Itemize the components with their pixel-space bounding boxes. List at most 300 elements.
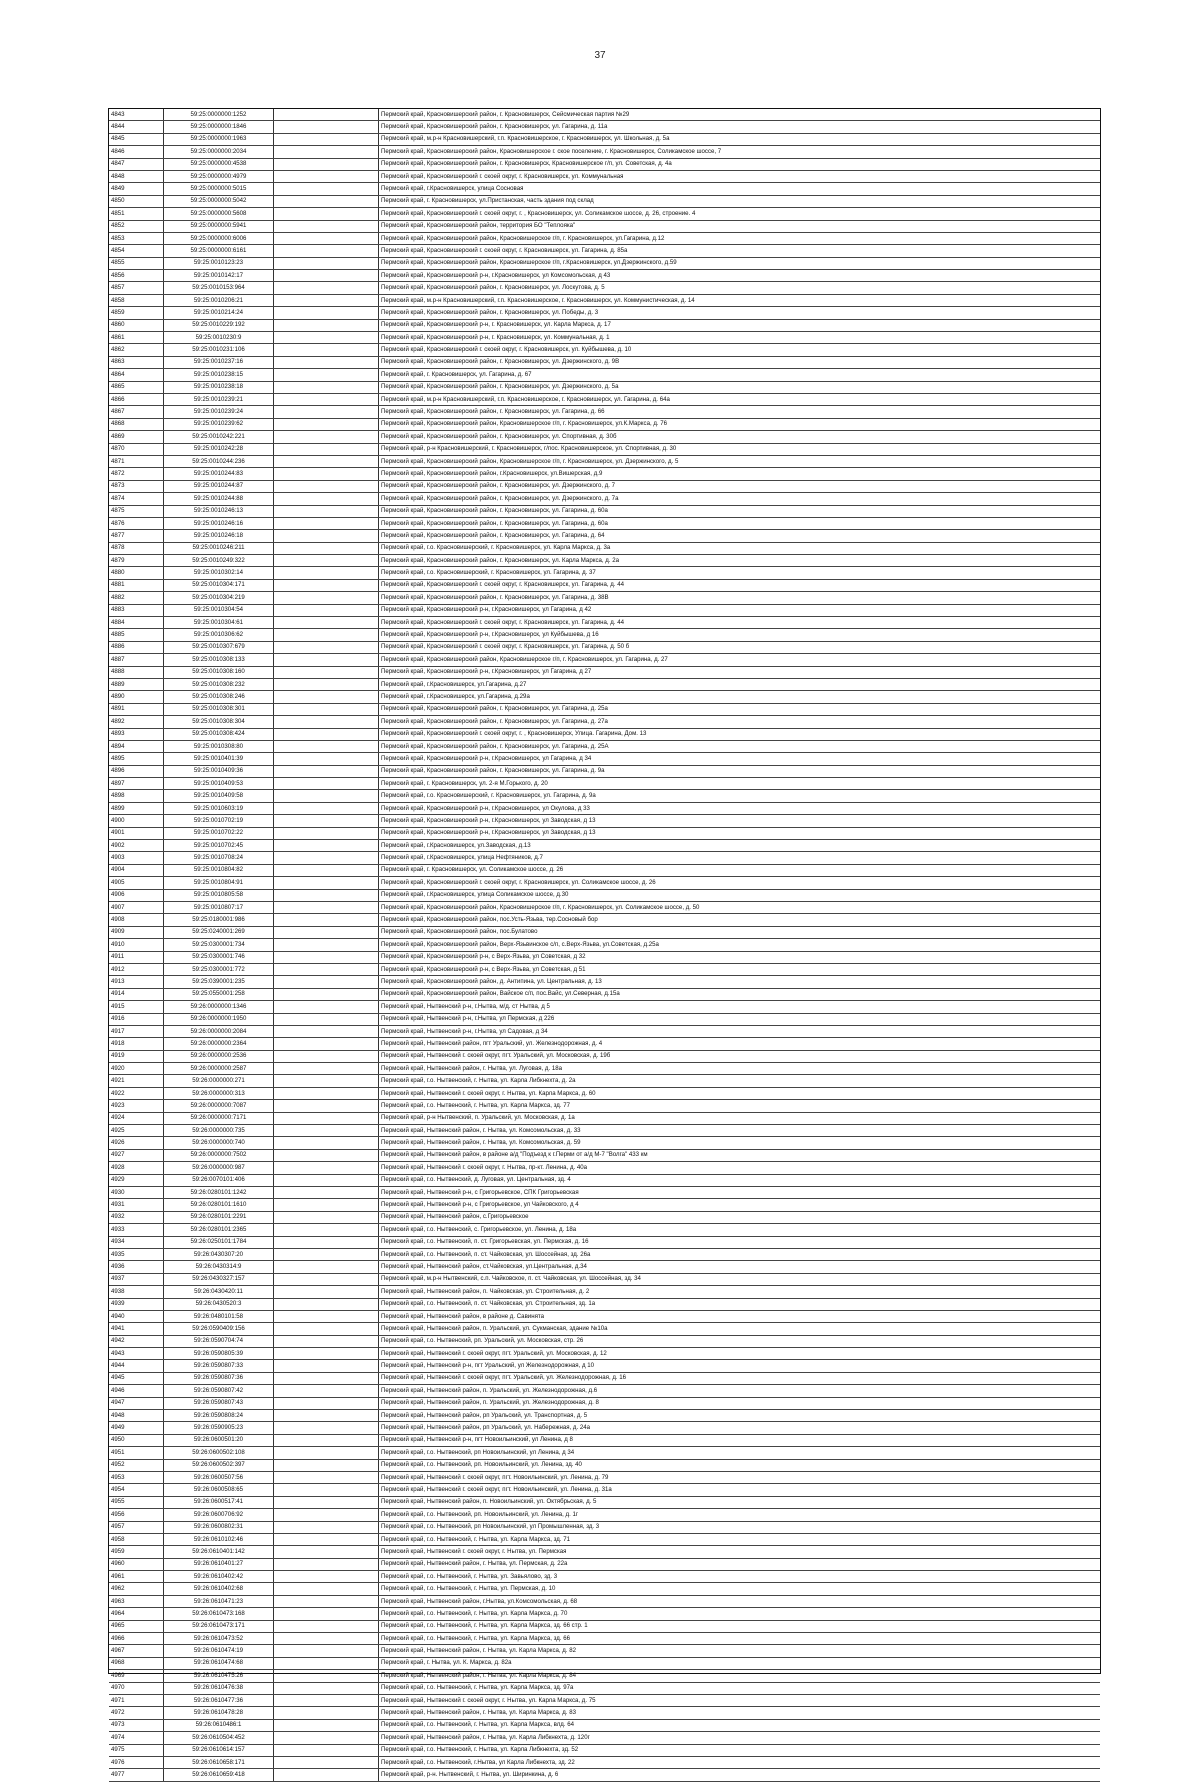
row-number-cell: 4920 xyxy=(109,1063,164,1075)
row-number-cell: 4880 xyxy=(109,567,164,579)
row-number-cell: 4854 xyxy=(109,245,164,257)
empty-cell xyxy=(274,245,379,257)
row-number-cell: 4858 xyxy=(109,294,164,306)
address-cell: Пермский край, г.о. Нытвенский, рп. Новоильинский, ул. Ленина, зд. 40 xyxy=(379,1459,1101,1471)
empty-cell xyxy=(274,121,379,133)
empty-cell xyxy=(274,1063,379,1075)
empty-cell xyxy=(274,1075,379,1087)
empty-cell xyxy=(274,1695,379,1707)
empty-cell xyxy=(274,1038,379,1050)
empty-cell xyxy=(274,406,379,418)
empty-cell xyxy=(274,678,379,690)
row-number-cell: 4901 xyxy=(109,827,164,839)
table-row xyxy=(109,840,1100,852)
cadastral-number-cell: 59:26:0000000:7171 xyxy=(164,1112,274,1124)
empty-cell xyxy=(274,183,379,195)
empty-cell xyxy=(274,1025,379,1037)
empty-cell xyxy=(274,418,379,430)
cadastral-number-cell: 59:26:0280101:2365 xyxy=(164,1224,274,1236)
cadastral-number-cell: 59:26:0000000:2364 xyxy=(164,1038,274,1050)
row-number-cell: 4867 xyxy=(109,406,164,418)
address-cell: Пермский край, Нытвенский район, пгт Уральский, ул. Железнодорожная, д. 4 xyxy=(379,1038,1101,1050)
empty-cell xyxy=(274,158,379,170)
empty-cell xyxy=(274,1125,379,1137)
empty-cell xyxy=(274,282,379,294)
row-number-cell: 4963 xyxy=(109,1595,164,1607)
row-number-cell: 4896 xyxy=(109,765,164,777)
cadastral-number-cell: 59:26:0590808:24 xyxy=(164,1410,274,1422)
address-cell: Пермский край, Красновишерский г. скоей округ, г. Красновишерск, ул. Соликамское шоссе, д. 26 xyxy=(379,877,1101,889)
row-number-cell: 4969 xyxy=(109,1670,164,1682)
row-number-cell: 4884 xyxy=(109,617,164,629)
address-cell: Пермский край, г. Красновишерск, ул. 2-я М.Горького, д. 20 xyxy=(379,778,1101,790)
address-cell: Пермский край, Нытвенский р-н, с Григорьевское, СПК Григорьевская xyxy=(379,1186,1101,1198)
row-number-cell: 4902 xyxy=(109,840,164,852)
address-cell: Пермский край, Красновишерский район, г. Красновишерск, ул. Гагарина, д. 25А xyxy=(379,740,1101,752)
address-cell: Пермский край, г.о. Нытвенский, п. ст. Чайковская, ул. Шоссейная, зд. 26а xyxy=(379,1248,1101,1260)
row-number-cell: 4938 xyxy=(109,1286,164,1298)
empty-cell xyxy=(274,369,379,381)
cadastral-number-cell: 59:26:0610475:26 xyxy=(164,1670,274,1682)
row-number-cell: 4913 xyxy=(109,976,164,988)
address-cell: Пермский край, г. Красновишерск, ул. Гагарина, д. 67 xyxy=(379,369,1101,381)
table-row xyxy=(109,208,1100,220)
row-number-cell: 4961 xyxy=(109,1571,164,1583)
row-number-cell: 4898 xyxy=(109,790,164,802)
cadastral-number-cell: 59:26:0610476:38 xyxy=(164,1682,274,1694)
row-number-cell: 4957 xyxy=(109,1521,164,1533)
address-cell: Пермский край, Нытвенский район, п. Новоильинский, ул. Октябрьская, д. 5 xyxy=(379,1496,1101,1508)
row-number-cell: 4940 xyxy=(109,1310,164,1322)
table-row xyxy=(109,109,1100,121)
empty-cell xyxy=(274,1385,379,1397)
address-cell: Пермский край, Красновишерский район, Красновишерское г. ское поселение, г. Красновишерск, Соликамское шоссе, 7 xyxy=(379,146,1101,158)
empty-cell xyxy=(274,654,379,666)
cadastral-number-cell: 59:26:0000000:740 xyxy=(164,1137,274,1149)
table-row xyxy=(109,1422,1100,1434)
row-number-cell: 4965 xyxy=(109,1620,164,1632)
empty-cell xyxy=(274,567,379,579)
cadastral-number-cell: 59:26:0610401:142 xyxy=(164,1546,274,1558)
cadastral-number-cell: 59:25:0010229:192 xyxy=(164,319,274,331)
cadastral-number-cell: 59:26:0000000:1950 xyxy=(164,1013,274,1025)
cadastral-number-cell: 59:25:0010308:133 xyxy=(164,654,274,666)
address-cell: Пермский край, м.р-н Красновишерский, г.п. Красновишерское, г. Красновишерск, ул. Школьная, д. 5а xyxy=(379,133,1101,145)
empty-cell xyxy=(274,555,379,567)
cadastral-number-cell: 59:25:0010702:19 xyxy=(164,815,274,827)
row-number-cell: 4890 xyxy=(109,691,164,703)
empty-cell xyxy=(274,815,379,827)
row-number-cell: 4933 xyxy=(109,1224,164,1236)
cadastral-number-cell: 59:25:0010246:18 xyxy=(164,530,274,542)
cadastral-number-cell: 59:25:0010307:679 xyxy=(164,641,274,653)
cadastral-number-cell: 59:26:0610473:171 xyxy=(164,1620,274,1632)
table-row xyxy=(109,517,1100,529)
empty-cell xyxy=(274,1410,379,1422)
table-row xyxy=(109,257,1100,269)
address-cell: Пермский край, Красновишерский район, Верх-Язьвинское с/п, с.Верх-Язьва, ул.Советская, д.25а xyxy=(379,939,1101,951)
cadastral-number-cell: 59:26:0000000:1346 xyxy=(164,1001,274,1013)
empty-cell xyxy=(274,1533,379,1545)
row-number-cell: 4861 xyxy=(109,332,164,344)
page-number: 37 xyxy=(594,50,606,61)
cadastral-number-cell: 59:25:0000000:6161 xyxy=(164,245,274,257)
address-cell: Пермский край, Нытвенский г. скоей округ, пгт. Уральский, ул. Московская, д. 19б xyxy=(379,1050,1101,1062)
address-cell: Пермский край, Красновишерский г. скоей округ, г. Красновишерск, ул. Куйбышева, д. 10 xyxy=(379,344,1101,356)
row-number-cell: 4851 xyxy=(109,208,164,220)
row-number-cell: 4847 xyxy=(109,158,164,170)
address-cell: Пермский край, Красновишерский район, Красновишерское г/п, г.Красновишерск, ул.Дзержинского, д.59 xyxy=(379,257,1101,269)
empty-cell xyxy=(274,740,379,752)
table-row xyxy=(109,1211,1100,1223)
address-cell: Пермский край, г.о. Красновишерский, г. Красновишерск, ул. Карла Маркса, д. 3а xyxy=(379,542,1101,554)
empty-cell xyxy=(274,1595,379,1607)
empty-cell xyxy=(274,344,379,356)
address-cell: Пермский край, Красновишерский район, г. Красновишерск, Красновишерское г/п, ул. Советская, д. 4а xyxy=(379,158,1101,170)
table-row xyxy=(109,121,1100,133)
table-row xyxy=(109,319,1100,331)
address-cell: Пермский край, г.о. Нытвенский, г. Нытва, ул. Карла Маркса, зд. 71 xyxy=(379,1533,1101,1545)
address-cell: Пермский край, г.о. Нытвенский, г. Нытва, ул. Карла Маркса, зд. 77 xyxy=(379,1100,1101,1112)
row-number-cell: 4877 xyxy=(109,530,164,542)
table-row xyxy=(109,294,1100,306)
cadastral-number-cell: 59:26:0590805:39 xyxy=(164,1348,274,1360)
empty-cell xyxy=(274,220,379,232)
address-cell: Пермский край, Нытвенский г. скоей округ, г. Нытва, ул. Карла Маркса, д. 60 xyxy=(379,1087,1101,1099)
table-row xyxy=(109,1298,1100,1310)
row-number-cell: 4894 xyxy=(109,740,164,752)
address-cell: Пермский край, Нытвенский район, г. Нытва, ул. Карла Маркса, д. 84 xyxy=(379,1670,1101,1682)
address-cell: Пермский край, Нытвенский район, рп Уральский, ул. Набережная, д. 24а xyxy=(379,1422,1101,1434)
cadastral-number-cell: 59:26:0000000:987 xyxy=(164,1162,274,1174)
row-number-cell: 4859 xyxy=(109,307,164,319)
address-cell: Пермский край, Красновишерский г. скоей округ, г. Красновишерск, ул. Гагарина, д. 50 б xyxy=(379,641,1101,653)
cadastral-number-cell: 59:25:0240001:269 xyxy=(164,926,274,938)
table-row xyxy=(109,1521,1100,1533)
cadastral-number-cell: 59:25:0000000:4979 xyxy=(164,170,274,182)
cadastral-number-cell: 59:25:0010409:53 xyxy=(164,778,274,790)
empty-cell xyxy=(274,1162,379,1174)
table-row xyxy=(109,963,1100,975)
cadastral-number-cell: 59:25:0010238:15 xyxy=(164,369,274,381)
row-number-cell: 4887 xyxy=(109,654,164,666)
empty-cell xyxy=(274,1335,379,1347)
cadastral-number-cell: 59:25:0010409:58 xyxy=(164,790,274,802)
address-cell: Пермский край, Красновишерский район, г. Красновишерск, ул. Гагарина, д. 9а xyxy=(379,765,1101,777)
table-row xyxy=(109,1682,1100,1694)
row-number-cell: 4937 xyxy=(109,1273,164,1285)
cadastral-number-cell: 59:25:0010239:62 xyxy=(164,418,274,430)
table-row xyxy=(109,493,1100,505)
address-cell: Пермский край, Красновишерский р-н, г.Красновишерск, ул Гагарина, д 42 xyxy=(379,604,1101,616)
cadastral-number-cell: 59:25:0010708:24 xyxy=(164,852,274,864)
address-cell: Пермский край, Красновишерский район, г. Красновишерск, ул. Гагарина, д. 25а xyxy=(379,703,1101,715)
table-row xyxy=(109,1756,1100,1768)
table-row xyxy=(109,753,1100,765)
address-cell: Пермский край, Нытвенский район, г. Нытва, ул. Комсомольская, д. 33 xyxy=(379,1125,1101,1137)
row-number-cell: 4863 xyxy=(109,356,164,368)
cadastral-number-cell: 59:25:0010409:36 xyxy=(164,765,274,777)
row-number-cell: 4932 xyxy=(109,1211,164,1223)
address-cell: Пермский край, Красновишерский район, Красновишерское г/п, г. Красновишерск, ул. Гагарина, д. 27 xyxy=(379,654,1101,666)
row-number-cell: 4844 xyxy=(109,121,164,133)
empty-cell xyxy=(274,493,379,505)
address-cell: Пермский край, Красновишерский р-н, г.Красновишерск, ул Заводская, д 13 xyxy=(379,827,1101,839)
table-row xyxy=(109,1410,1100,1422)
address-cell: Пермский край, Красновишерский р-н, г.Красновишерск, ул Комсомольская, д 43 xyxy=(379,270,1101,282)
table-row xyxy=(109,654,1100,666)
row-number-cell: 4875 xyxy=(109,505,164,517)
empty-cell xyxy=(274,1484,379,1496)
empty-cell xyxy=(274,1546,379,1558)
address-cell: Пермский край, Нытвенский район, г.Нытва, ул.Комсомольская, д. 68 xyxy=(379,1595,1101,1607)
empty-cell xyxy=(274,393,379,405)
table-row xyxy=(109,381,1100,393)
address-cell: Пермский край, Красновишерский р-н, г. Красновишерск, ул. Карла Маркса, д. 17 xyxy=(379,319,1101,331)
row-number-cell: 4973 xyxy=(109,1719,164,1731)
row-number-cell: 4868 xyxy=(109,418,164,430)
cadastral-number-cell: 59:26:0070101:406 xyxy=(164,1174,274,1186)
table-row xyxy=(109,790,1100,802)
cadastral-number-cell: 59:26:0590807:33 xyxy=(164,1360,274,1372)
empty-cell xyxy=(274,443,379,455)
empty-cell xyxy=(274,963,379,975)
empty-cell xyxy=(274,778,379,790)
table-row xyxy=(109,1769,1100,1781)
row-number-cell: 4883 xyxy=(109,604,164,616)
address-cell: Пермский край, Красновишерский р-н, г. Красновишерск, ул. Коммунальная, д. 1 xyxy=(379,332,1101,344)
table-row xyxy=(109,1385,1100,1397)
row-number-cell: 4976 xyxy=(109,1756,164,1768)
cadastral-number-cell: 59:26:0280101:1242 xyxy=(164,1186,274,1198)
row-number-cell: 4953 xyxy=(109,1471,164,1483)
table-row xyxy=(109,1496,1100,1508)
empty-cell xyxy=(274,1608,379,1620)
table-row xyxy=(109,356,1100,368)
cadastral-number-cell: 59:26:0590807:43 xyxy=(164,1397,274,1409)
cadastral-number-cell: 59:25:0000000:1963 xyxy=(164,133,274,145)
row-number-cell: 4905 xyxy=(109,877,164,889)
row-number-cell: 4917 xyxy=(109,1025,164,1037)
empty-cell xyxy=(274,517,379,529)
address-cell: Пермский край, г.о. Нытвенский, г.Нытва, ул Карла Либкнехта, зд. 22 xyxy=(379,1756,1101,1768)
row-number-cell: 4955 xyxy=(109,1496,164,1508)
table-row xyxy=(109,406,1100,418)
table-row xyxy=(109,567,1100,579)
address-cell: Пермский край, Красновишерский г. скоей округ, г. Красновишерск, ул. Коммунальная xyxy=(379,170,1101,182)
empty-cell xyxy=(274,939,379,951)
table-row xyxy=(109,1583,1100,1595)
cadastral-number-cell: 59:25:0010246:16 xyxy=(164,517,274,529)
row-number-cell: 4878 xyxy=(109,542,164,554)
table-row xyxy=(109,1248,1100,1260)
row-number-cell: 4951 xyxy=(109,1447,164,1459)
empty-cell xyxy=(274,877,379,889)
row-number-cell: 4912 xyxy=(109,963,164,975)
row-number-cell: 4948 xyxy=(109,1410,164,1422)
table-row xyxy=(109,133,1100,145)
table-row xyxy=(109,1348,1100,1360)
empty-cell xyxy=(274,802,379,814)
address-cell: Пермский край, г.о. Нытвенский, г. Нытва, ул. Карла Маркса, зд. 97а xyxy=(379,1682,1101,1694)
empty-cell xyxy=(274,691,379,703)
row-number-cell: 4874 xyxy=(109,493,164,505)
row-number-cell: 4910 xyxy=(109,939,164,951)
row-number-cell: 4922 xyxy=(109,1087,164,1099)
address-cell: Пермский край, Нытвенский р-н, г.Нытва, м/д. ст Нытва, д 5 xyxy=(379,1001,1101,1013)
address-cell: Пермский край, Красновишерский район, пос.Булатово xyxy=(379,926,1101,938)
cadastral-number-cell: 59:26:0590807:42 xyxy=(164,1385,274,1397)
cadastral-number-cell: 59:25:0010237:16 xyxy=(164,356,274,368)
table-row xyxy=(109,195,1100,207)
address-cell: Пермский край, г.Красновишерск, ул.Гагарина, д.29а xyxy=(379,691,1101,703)
empty-cell xyxy=(274,1670,379,1682)
table-row xyxy=(109,232,1100,244)
cadastral-number-cell: 59:26:0610474:19 xyxy=(164,1645,274,1657)
empty-cell xyxy=(274,109,379,121)
cadastral-number-cell: 59:26:0610504:452 xyxy=(164,1732,274,1744)
cadastral-number-cell: 59:25:0000000:1846 xyxy=(164,121,274,133)
table-row xyxy=(109,678,1100,690)
cadastral-number-cell: 59:25:0000000:5941 xyxy=(164,220,274,232)
table-row xyxy=(109,604,1100,616)
address-cell: Пермский край, Нытвенский р-н, г.Нытва, ул Садовая, д 34 xyxy=(379,1025,1101,1037)
address-cell: Пермский край, Нытвенский район, п. Уральский, ул. Железнодорожная, д.6 xyxy=(379,1385,1101,1397)
row-number-cell: 4950 xyxy=(109,1434,164,1446)
empty-cell xyxy=(274,1769,379,1781)
empty-cell xyxy=(274,381,379,393)
row-number-cell: 4911 xyxy=(109,951,164,963)
empty-cell xyxy=(274,1509,379,1521)
cadastral-number-cell: 59:26:0610473:52 xyxy=(164,1633,274,1645)
empty-cell xyxy=(274,133,379,145)
cadastral-number-cell: 59:26:0610402:68 xyxy=(164,1583,274,1595)
cadastral-number-cell: 59:25:0010239:21 xyxy=(164,393,274,405)
cadastral-number-cell: 59:26:0600502:397 xyxy=(164,1459,274,1471)
table-row xyxy=(109,1509,1100,1521)
cadastral-number-cell: 59:25:0010304:219 xyxy=(164,592,274,604)
row-number-cell: 4895 xyxy=(109,753,164,765)
address-cell: Пермский край, г.о. Нытвенский, рп Новоильинский, ул Ленина, д 34 xyxy=(379,1447,1101,1459)
empty-cell xyxy=(274,1013,379,1025)
table-row xyxy=(109,691,1100,703)
address-cell: Пермский край, Красновишерский р-н, г.Красновишерск, ул Заводская, д 13 xyxy=(379,815,1101,827)
row-number-cell: 4926 xyxy=(109,1137,164,1149)
cadastral-number-cell: 59:26:0600517:41 xyxy=(164,1496,274,1508)
cadastral-number-cell: 59:26:0590905:23 xyxy=(164,1422,274,1434)
table-row xyxy=(109,1186,1100,1198)
cadastral-number-cell: 59:26:0000000:2084 xyxy=(164,1025,274,1037)
row-number-cell: 4956 xyxy=(109,1509,164,1521)
empty-cell xyxy=(274,1682,379,1694)
row-number-cell: 4888 xyxy=(109,666,164,678)
table-row xyxy=(109,1125,1100,1137)
empty-cell xyxy=(274,1422,379,1434)
table-row xyxy=(109,864,1100,876)
address-cell: Пермский край, Красновишерский район, г. Красновишерск, ул. Лоскутова, д. 5 xyxy=(379,282,1101,294)
table-row xyxy=(109,1397,1100,1409)
cadastral-number-cell: 59:25:0010123:23 xyxy=(164,257,274,269)
empty-cell xyxy=(274,146,379,158)
table-row xyxy=(109,245,1100,257)
cadastral-number-cell: 59:26:0610471:23 xyxy=(164,1595,274,1607)
row-number-cell: 4906 xyxy=(109,889,164,901)
empty-cell xyxy=(274,852,379,864)
address-cell: Пермский край, г.о. Нытвенский, д. Луговая, ул. Центральная, зд. 4 xyxy=(379,1174,1101,1186)
row-number-cell: 4941 xyxy=(109,1323,164,1335)
address-cell: Пермский край, Нытвенский район, ст.Чайковская, ул.Центральная, д.34 xyxy=(379,1261,1101,1273)
empty-cell xyxy=(274,716,379,728)
address-cell: Пермский край, Красновишерский район, г. Красновишерск, ул. Гагарина, д. 64 xyxy=(379,530,1101,542)
address-cell: Пермский край, Нытвенский район, г. Нытва, ул. Карла Маркса, д. 83 xyxy=(379,1707,1101,1719)
cadastral-number-cell: 59:25:0010807:17 xyxy=(164,902,274,914)
table-row xyxy=(109,852,1100,864)
empty-cell xyxy=(274,926,379,938)
empty-cell xyxy=(274,1707,379,1719)
row-number-cell: 4881 xyxy=(109,579,164,591)
registry-table xyxy=(109,109,1100,1782)
registry-sheet xyxy=(108,108,1101,1778)
empty-cell xyxy=(274,1087,379,1099)
address-cell: Пермский край, Нытвенский г. скоей округ, пгт. Уральский, ул. Московская, д. 12 xyxy=(379,1348,1101,1360)
row-number-cell: 4870 xyxy=(109,443,164,455)
table-row xyxy=(109,1038,1100,1050)
cadastral-number-cell: 59:25:0010306:62 xyxy=(164,629,274,641)
table-row xyxy=(109,146,1100,158)
table-row xyxy=(109,282,1100,294)
table-row xyxy=(109,1719,1100,1731)
empty-cell xyxy=(274,1174,379,1186)
address-cell: Пермский край, Красновишерский г. скоей округ, г. , Красновишерск, Улица. Гагарина, Дом. 13 xyxy=(379,728,1101,740)
address-cell: Пермский край, г.о. Нытвенский, г. Нытва, ул. Карла Маркса, зд. 66 стр. 1 xyxy=(379,1620,1101,1632)
row-number-cell: 4879 xyxy=(109,555,164,567)
row-number-cell: 4927 xyxy=(109,1149,164,1161)
table-row xyxy=(109,1707,1100,1719)
address-cell: Пермский край, Красновишерский район, пос.Усть-Язьва, тер.Сосновый бор xyxy=(379,914,1101,926)
row-number-cell: 4916 xyxy=(109,1013,164,1025)
empty-cell xyxy=(274,1397,379,1409)
address-cell: Пермский край, г. Нытва, ул. К. Маркса, д. 82а xyxy=(379,1657,1101,1669)
cadastral-number-cell: 59:26:0430520:3 xyxy=(164,1298,274,1310)
empty-cell xyxy=(274,542,379,554)
row-number-cell: 4876 xyxy=(109,517,164,529)
address-cell: Пермский край, Красновишерский район, Красновишерское г/п, г. Красновишерск, ул. Соликамское шоссе, д. 50 xyxy=(379,902,1101,914)
cadastral-number-cell: 59:26:0610401:27 xyxy=(164,1558,274,1570)
address-cell: Пермский край, г.о. Нытвенский, г. Нытва, ул. Карла Маркса, зд. 66 xyxy=(379,1633,1101,1645)
row-number-cell: 4864 xyxy=(109,369,164,381)
cadastral-number-cell: 59:26:0000000:271 xyxy=(164,1075,274,1087)
cadastral-number-cell: 59:26:0000000:7087 xyxy=(164,1100,274,1112)
table-row xyxy=(109,1149,1100,1161)
cadastral-number-cell: 59:26:0610473:168 xyxy=(164,1608,274,1620)
cadastral-number-cell: 59:26:0600508:65 xyxy=(164,1484,274,1496)
empty-cell xyxy=(274,604,379,616)
table-row xyxy=(109,728,1100,740)
empty-cell xyxy=(274,480,379,492)
cadastral-number-cell: 59:25:0010304:171 xyxy=(164,579,274,591)
row-number-cell: 4959 xyxy=(109,1546,164,1558)
cadastral-number-cell: 59:26:0000000:735 xyxy=(164,1125,274,1137)
address-cell: Пермский край, Красновишерский район, г. Красновишерск, ул. Гагарина, д. 66 xyxy=(379,406,1101,418)
empty-cell xyxy=(274,864,379,876)
table-row xyxy=(109,1112,1100,1124)
row-number-cell: 4962 xyxy=(109,1583,164,1595)
empty-cell xyxy=(274,1756,379,1768)
address-cell: Пермский край, Красновишерский р-н, с Верх-Язьва, ул Советская, д 51 xyxy=(379,963,1101,975)
table-row xyxy=(109,1087,1100,1099)
address-cell: Пермский край, Нытвенский район, г. Нытва, ул. Карла Маркса, д. 82 xyxy=(379,1645,1101,1657)
row-number-cell: 4975 xyxy=(109,1744,164,1756)
